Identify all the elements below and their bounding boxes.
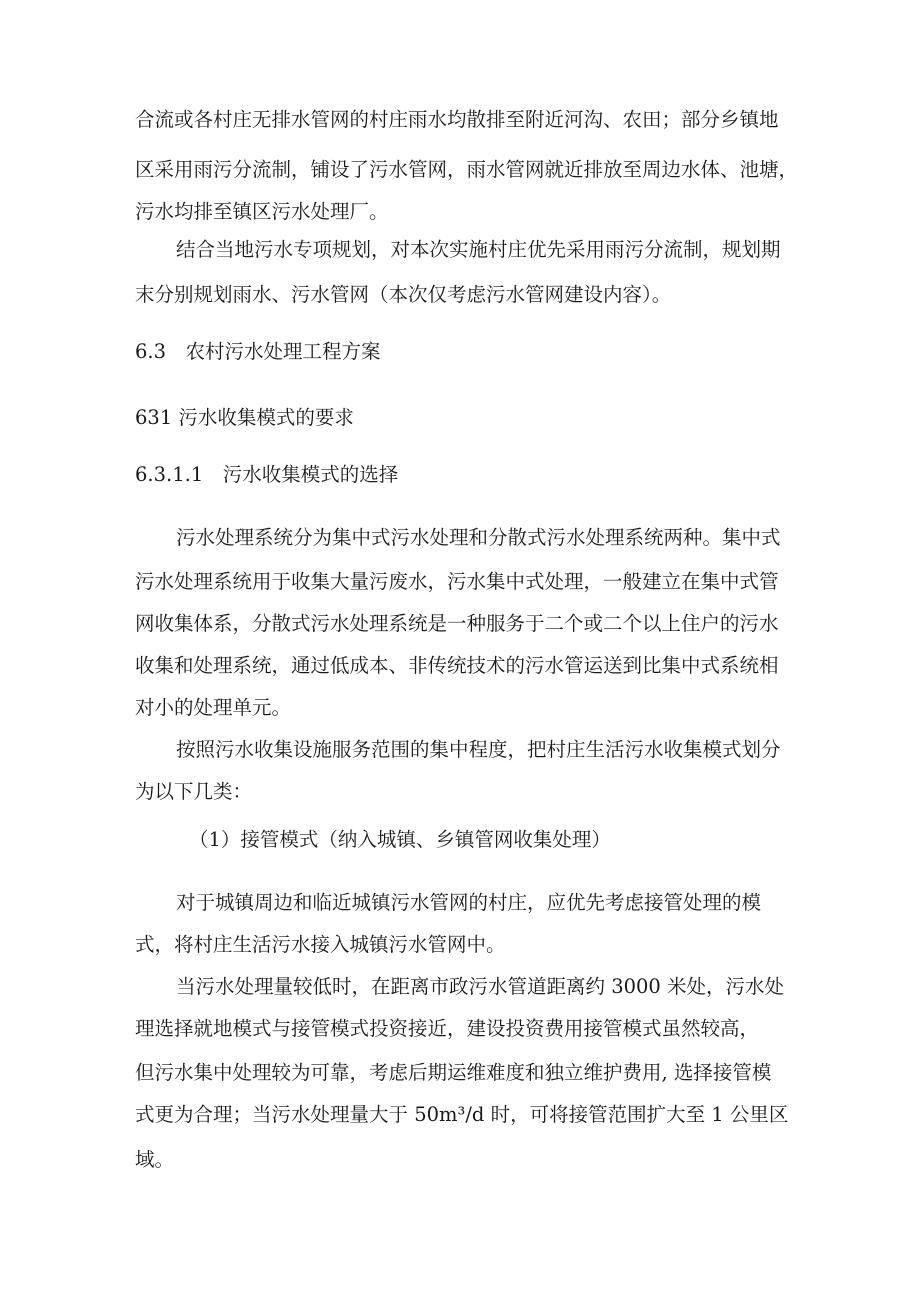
text-line: 污水处理系统分为集中式污水处理和分散式污水处理系统两种。集中式 (176, 526, 781, 549)
text-line: 理选择就地模式与接管模式投资接近，建设投资费用接管模式虽然较高， (135, 1017, 760, 1040)
text-line: 按照污水收集设施服务范围的集中程度，把村庄生活污水收集模式划分 (176, 738, 781, 761)
text-line: 式更为合理；当污水处理量大于 50m³/d 时，可将接管范围扩大至 1 公里区 (135, 1103, 789, 1126)
text-line: 但污水集中处理较为可靠，考虑后期运维难度和独立维护费用, 选择接管模 (135, 1061, 772, 1084)
text-line: 式，将村庄生活污水接入城镇污水管网中。 (135, 933, 506, 956)
text-line: 污水均排至镇区污水处理厂。 (135, 200, 389, 223)
text-line: 当污水处理量较低时，在距离市政污水管道距离约 3000 米处，污水处 (176, 975, 785, 998)
section-heading: 6.3 农村污水处理工程方案 (135, 340, 381, 363)
text-line: 对小的处理单元。 (135, 696, 292, 719)
text-line: 对于城镇周边和临近城镇污水管网的村庄，应优先考虑接管处理的模 (176, 891, 762, 914)
text-line: 域。 (135, 1148, 175, 1171)
text-line: 收集和处理系统，通过低成本、非传统技术的污水管运送到比集中式系统相 (135, 654, 779, 677)
text-line: 污水处理系统用于收集大量污废水，污水集中式处理，一般建立在集中式管 (135, 570, 779, 593)
text-line: 为以下几类： (135, 780, 253, 803)
text-line: 末分别规划雨水、污水管网（本次仅考虑污水管网建设内容）。 (135, 283, 672, 306)
subsection-heading: 631 污水收集模式的要求 (135, 406, 354, 429)
text-line: 合流或各村庄无排水管网的村庄雨水均散排至附近河沟、农田；部分乡镇地 (135, 108, 779, 131)
text-line: 区采用雨污分流制，铺设了污水管网，雨水管网就近排放至周边水体、池塘， (135, 158, 799, 181)
text-line: 结合当地污水专项规划，对本次实施村庄优先采用雨污分流制，规划期 (176, 238, 781, 261)
list-item: （1）接管模式（纳入城镇、乡镇管网收集处理） (189, 828, 611, 851)
subsubsection-heading: 6.3.1.1 污水收集模式的选择 (135, 463, 399, 486)
text-line: 网收集体系，分散式污水处理系统是一种服务于二个或二个以上住户的污水 (135, 612, 779, 635)
